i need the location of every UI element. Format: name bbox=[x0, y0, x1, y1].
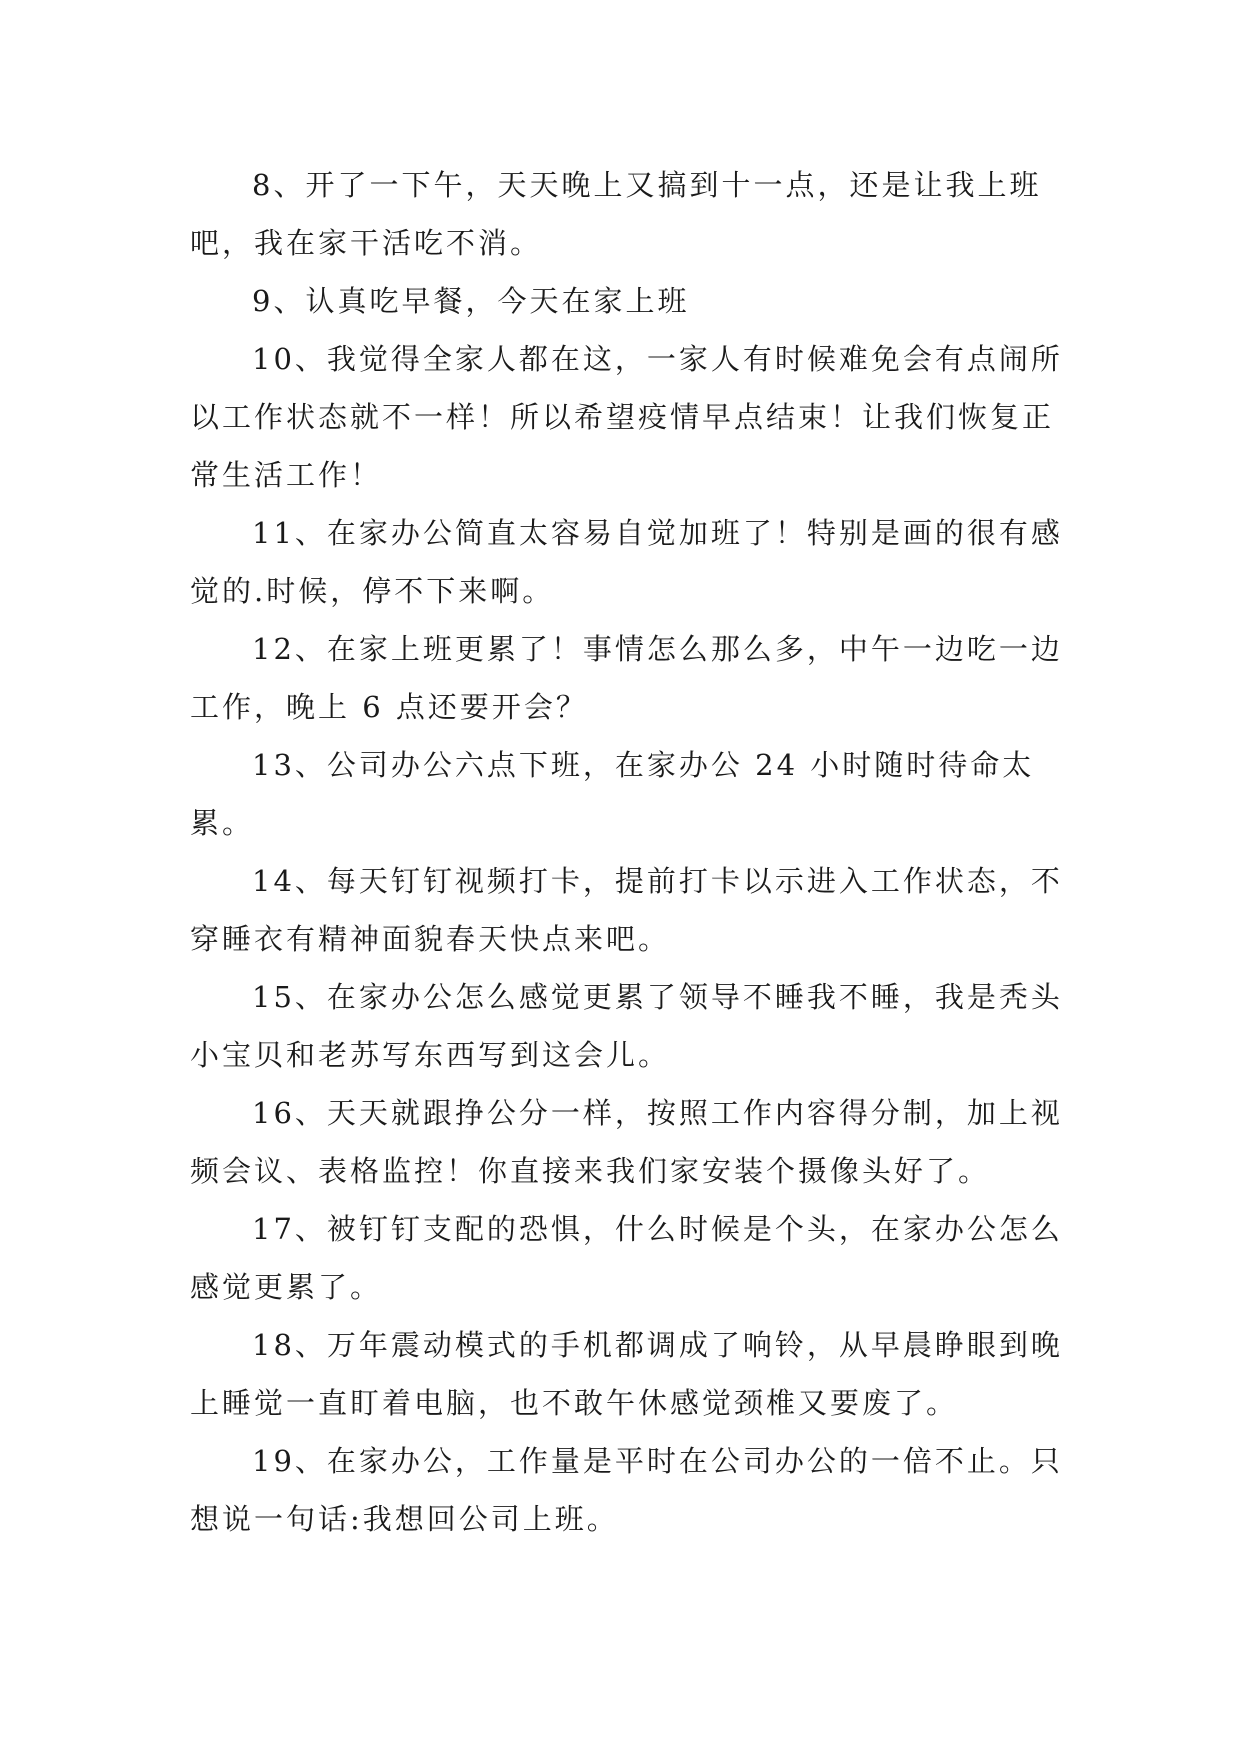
paragraph-11: 11、在家办公简直太容易自觉加班了！特别是画的很有感觉的.时候，停不下来啊。 bbox=[190, 516, 1063, 608]
paragraph-8: 8、开了一下午，天天晚上又搞到十一点，还是让我上班吧，我在家干活吃不消。 bbox=[190, 168, 1042, 260]
paragraph-15: 15、在家办公怎么感觉更累了领导不睡我不睡，我是秃头小宝贝和老苏写东西写到这会儿。 bbox=[190, 980, 1063, 1072]
paragraph-12: 12、在家上班更累了！事情怎么那么多，中午一边吃一边工作，晚上 6 点还要开会？ bbox=[190, 632, 1063, 724]
paragraph-19: 19、在家办公，工作量是平时在公司办公的一倍不止。只想说一句话:我想回公司上班。 bbox=[190, 1444, 1063, 1536]
paragraph-14: 14、每天钉钉视频打卡，提前打卡以示进入工作状态，不穿睡衣有精神面貌春天快点来吧。 bbox=[190, 864, 1063, 956]
paragraph-18: 18、万年震动模式的手机都调成了响铃，从早晨睁眼到晚上睡觉一直盯着电脑，也不敢午休感觉颈椎又要废了。 bbox=[190, 1328, 1063, 1420]
paragraph-10: 10、我觉得全家人都在这，一家人有时候难免会有点闹所以工作状态就不一样！所以希望疫情早点结束！让我们恢复正常生活工作！ bbox=[190, 342, 1063, 492]
paragraph-13: 13、公司办公六点下班，在家办公 24 小时随时待命太累。 bbox=[190, 748, 1035, 840]
paragraph-16: 16、天天就跟挣公分一样，按照工作内容得分制，加上视频会议、表格监控！你直接来我们家安装个摄像头好了。 bbox=[190, 1096, 1063, 1188]
document-body bbox=[190, 156, 1070, 1548]
paragraph-9: 9、认真吃早餐，今天在家上班 bbox=[252, 284, 690, 318]
paragraph-17: 17、被钉钉支配的恐惧，什么时候是个头，在家办公怎么感觉更累了。 bbox=[190, 1212, 1063, 1304]
